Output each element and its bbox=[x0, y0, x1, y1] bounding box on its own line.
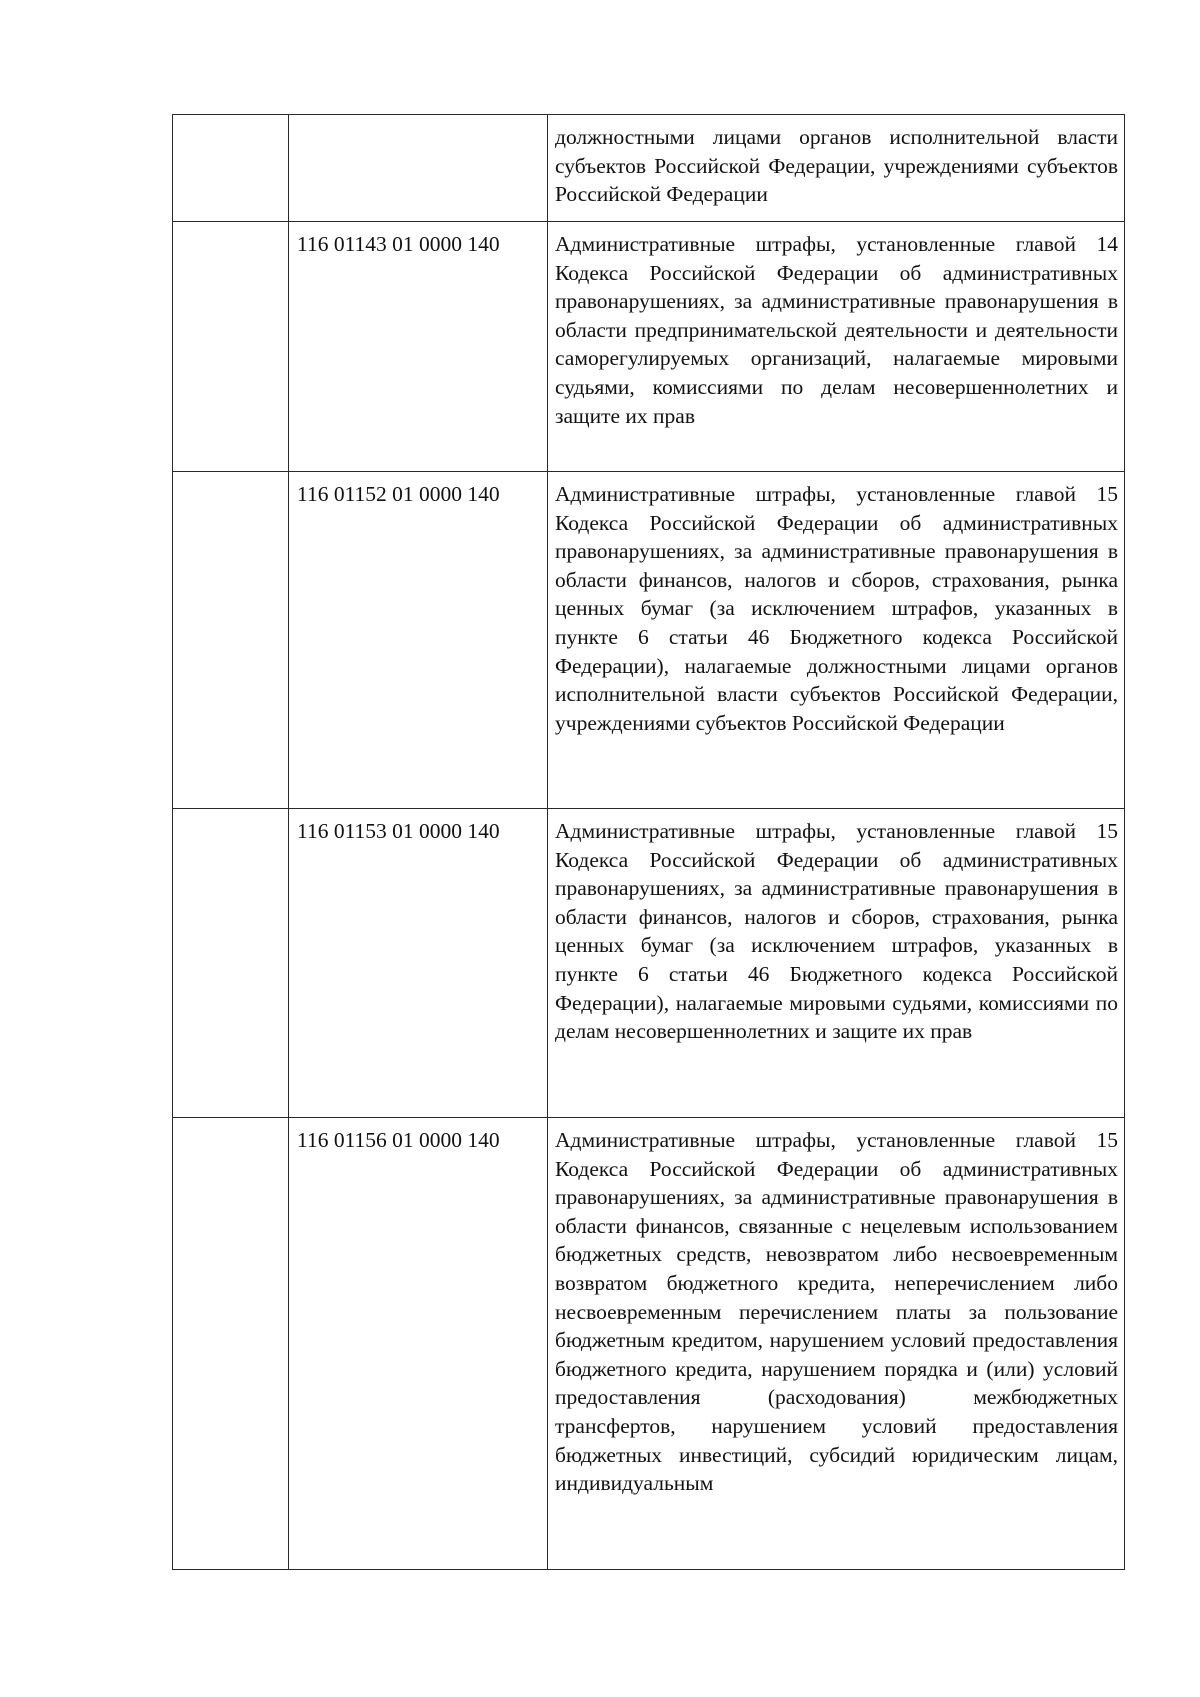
admin-code-cell bbox=[173, 472, 289, 809]
description-text: Административные штрафы, установленные главой 15 Кодекса Российской Федерации об административных правонарушениях, за административные правонарушения в области финансов, связанные с нецелевым использованием бюджетных средств, невозвратом либо несвоевременным возвратом бюджетного кредита, неперечислением либо несвоевременным перечислением платы за пользование бюджетным кредитом, нарушением условий предоставления бюджетного кредита, нарушением порядка и (или) условий предоставления (расходования) межбюджетных трансфертов, нарушением условий предоставления бюджетных инвестиций, субсидий юридическим лицам, индивидуальным bbox=[555, 1128, 1118, 1496]
description-text: должностными лицами органов исполнительной власти субъектов Российской Федерации, учреждениями субъектов Российской Федерации bbox=[555, 125, 1118, 207]
budget-code-cell: 116 01143 01 0000 140 bbox=[289, 222, 548, 472]
admin-code-cell bbox=[173, 222, 289, 472]
table-row bbox=[173, 809, 1125, 1118]
budget-code-cell: 116 01156 01 0000 140 bbox=[289, 1118, 548, 1570]
table-row bbox=[173, 115, 1125, 222]
description-cell bbox=[548, 472, 1125, 809]
admin-code-cell bbox=[173, 115, 289, 222]
budget-codes-table bbox=[172, 114, 1125, 1570]
budget-code-cell: 116 01153 01 0000 140 bbox=[289, 809, 548, 1118]
description-text: Административные штрафы, установленные главой 14 Кодекса Российской Федерации об административных правонарушениях, за административные правонарушения в области предпринимательской деятельности и деятельности саморегулируемых организаций, налагаемые мировыми судьями, комиссиями по делам несовершеннолетних и защите их прав bbox=[555, 232, 1118, 428]
table-row bbox=[173, 222, 1125, 472]
description-cell bbox=[548, 115, 1125, 222]
budget-code-cell bbox=[289, 115, 548, 222]
table-row bbox=[173, 1118, 1125, 1570]
description-cell bbox=[548, 1118, 1125, 1570]
description-text: Административные штрафы, установленные главой 15 Кодекса Российской Федерации об административных правонарушениях, за административные правонарушения в области финансов, налогов и сборов, страхования, рынка ценных бумаг (за исключением штрафов, указанных в пункте 6 статьи 46 Бюджетного кодекса Российской Федерации), налагаемые мировыми судьями, комиссиями по делам несовершеннолетних и защите их прав bbox=[555, 819, 1118, 1044]
description-text: Административные штрафы, установленные главой 15 Кодекса Российской Федерации об административных правонарушениях, за административные правонарушения в области финансов, налогов и сборов, страхования, рынка ценных бумаг (за исключением штрафов, указанных в пункте 6 статьи 46 Бюджетного кодекса Российской Федерации), налагаемые должностными лицами органов исполнительной власти субъектов Российской Федерации, учреждениями субъектов Российской Федерации bbox=[555, 482, 1118, 735]
table-row bbox=[173, 472, 1125, 809]
admin-code-cell bbox=[173, 1118, 289, 1570]
description-cell bbox=[548, 809, 1125, 1118]
budget-code-cell: 116 01152 01 0000 140 bbox=[289, 472, 548, 809]
description-cell bbox=[548, 222, 1125, 472]
admin-code-cell bbox=[173, 809, 289, 1118]
